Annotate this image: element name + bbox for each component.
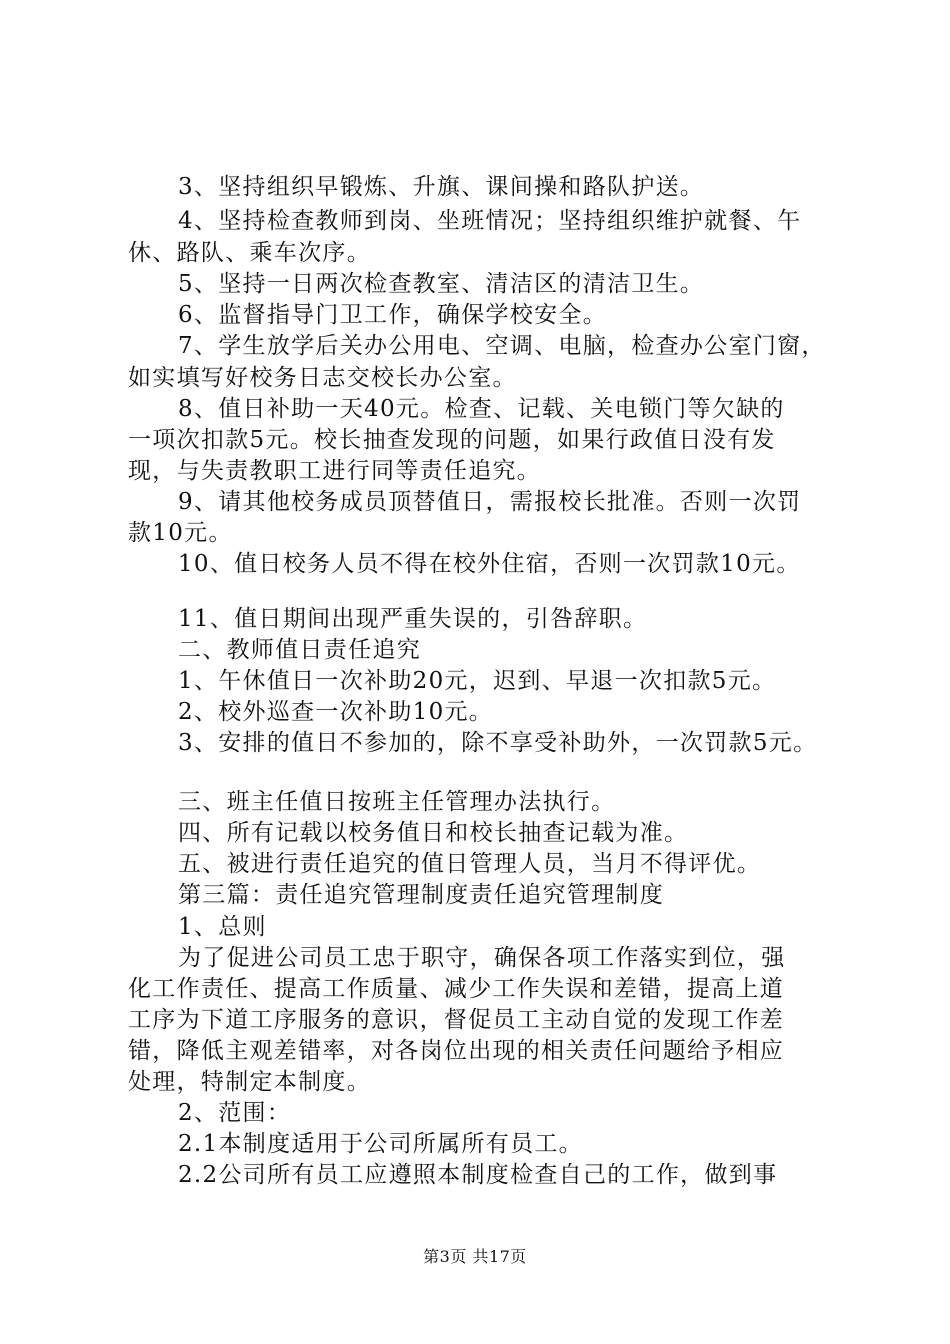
text-line: 3、安排的值日不参加的，除不享受补助外，一次罚款5元。 [178,730,818,756]
text-line: 11、值日期间出现严重失误的，引咎辞职。 [178,606,648,632]
text-line: 7、学生放学后关办公用电、空调、电脑，检查办公室门窗， [178,333,826,359]
text-line: 2.1本制度适用于公司所属所有员工。 [178,1131,583,1157]
text-line: 二、教师值日责任追究 [178,637,421,663]
text-line: 6、监督指导门卫工作，确保学校安全。 [178,302,608,328]
text-line: 款10元。 [128,520,233,546]
text-line: 工序为下道工序服务的意识，督促员工主动自觉的发现工作差 [128,1007,785,1033]
text-line: 五、被进行责任追究的值日管理人员，当月不得评优。 [178,851,762,877]
text-line: 四、所有记载以校务值日和校长抽查记载为准。 [178,820,689,846]
text-line: 9、请其他校务成员顶替值日，需报校长批准。否则一次罚 [178,489,802,515]
text-line: 2、范围： [178,1100,292,1126]
text-line: 2、校外巡查一次补助10元。 [178,699,494,725]
text-line: 2.2公司所有员工应遵照本制度检查自己的工作，做到事 [178,1162,778,1188]
text-line: 3、坚持组织早锻炼、升旗、课间操和路队护送。 [178,174,705,200]
text-line: 1、午休值日一次补助20元，迟到、早退一次扣款5元。 [178,668,777,694]
text-line: 现，与失责教职工进行同等责任追究。 [128,458,542,484]
page-footer: 第3页 共17页 [423,1247,527,1266]
text-line: 8、值日补助一天40元。检查、记载、关电锁门等欠缺的 [178,396,785,422]
text-line: 休、路队、乘车次序。 [128,240,371,266]
text-line: 错，降低主观差错率，对各岗位出现的相关责任问题给予相应 [128,1038,785,1064]
text-line: 化工作责任、提高工作质量、减少工作失误和差错，提高上道 [128,976,785,1002]
text-line: 10、值日校务人员不得在校外住宿，否则一次罚款10元。 [178,551,801,577]
text-line: 一项次扣款5元。校长抽查发现的问题，如果行政值日没有发 [128,427,776,453]
text-line: 1、总则 [178,914,267,940]
text-line: 如实填写好校务日志交校长办公室。 [128,365,517,391]
text-line: 为了促进公司员工忠于职守，确保各项工作落实到位，强 [178,945,786,971]
text-line: 三、班主任值日按班主任管理办法执行。 [178,789,616,815]
section-heading: 第三篇：责任追究管理制度责任追究管理制度 [178,882,664,908]
text-line: 5、坚持一日两次检查教室、清洁区的清洁卫生。 [178,271,705,297]
text-line: 4、坚持检查教师到岗、坐班情况；坚持组织维护就餐、午 [178,208,802,234]
text-line: 处理，特制定本制度。 [128,1069,371,1095]
